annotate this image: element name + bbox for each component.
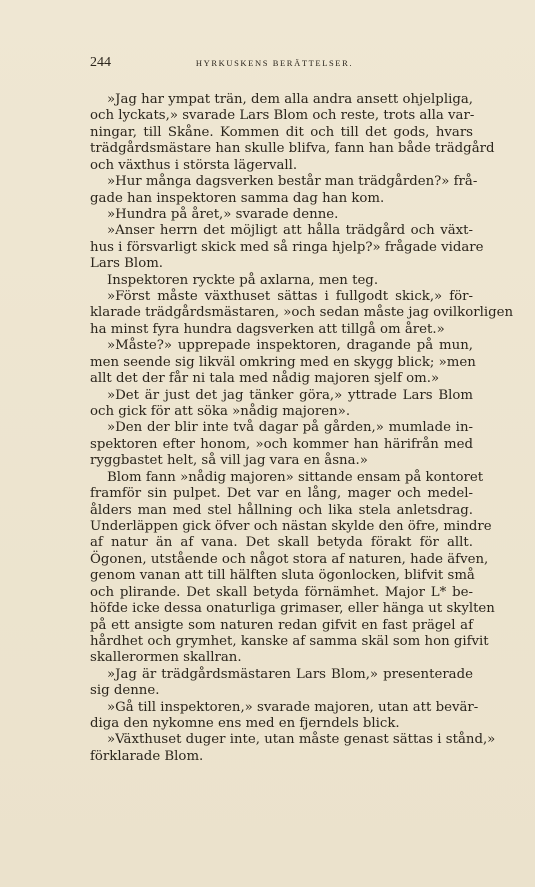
text-line: ålders man med stel hållning och lika stela anletsdrag. <box>90 502 473 518</box>
text-line: genom vanan att till hälften sluta ögonlocken, blifvit små <box>90 568 475 584</box>
paragraph <box>90 420 473 469</box>
text-line: »Hundra på året,» svarade denne. <box>107 206 339 222</box>
paragraph <box>90 338 476 387</box>
paragraph <box>90 699 479 733</box>
text-line: höfde icke dessa onaturliga grimaser, eller hänga ut skylten <box>90 601 495 617</box>
text-line: hårdhet och grymhet, kanske af samma skäl som hon gifvit <box>90 633 489 649</box>
text-line: och lyckats,» svarade Lars Blom och reste, trots alla var- <box>90 108 475 124</box>
paragraph <box>90 388 473 421</box>
text-line: och gick för att söka »nådig majoren». <box>90 404 351 420</box>
text-line: klarade trädgårdsmästaren, »och sedan måste jag ovilkorligen <box>90 305 514 321</box>
text-line: »Det är just det jag tänker göra,» yttrade Lars Blom <box>107 387 473 403</box>
text-line: gade han inspektoren samma dag han kom. <box>90 190 385 206</box>
text-line: allt det der får ni tala med nådig majoren sjelf om.» <box>90 371 440 387</box>
text-line: förklarade Blom. <box>90 748 204 764</box>
text-line: Ögonen, utstående och något stora af naturen, hade äfven, <box>90 551 489 567</box>
paragraph <box>90 174 478 207</box>
running-title: HYRKUSKENS BERÄTTELSER. <box>195 58 354 68</box>
text-line: ryggbastet helt, så vill jag vara en åsna.» <box>90 453 368 469</box>
text-line: »Jag har ympat trän, dem alla andra ansett ohjelpliga, <box>107 92 473 107</box>
text-line: »Hur många dagsverken består man trädgården?» frå- <box>107 174 478 190</box>
text-line: »Jag är trädgårdsmästaren Lars Blom,» presenterade <box>107 666 473 682</box>
text-line: på ett ansigte som naturen redan gifvit en fast prägel af <box>90 617 473 633</box>
text-line: framför sin pulpet. Det var en lång, mager och medel- <box>90 486 473 502</box>
text-line: och plirande. Det skall betyda förnämhet. Major L* be- <box>90 584 473 600</box>
text-line: Blom fann »nådig majoren» sittande ensam på kontoret <box>107 469 484 485</box>
text-line: hus i försvarligt skick med så ringa hjelp?» frågade vidare <box>90 239 484 255</box>
text-line: »Den der blir inte två dagar på gården,» mumlade in- <box>107 420 473 436</box>
text-line: trädgårdsmästare han skulle blifva, fann han både trädgård <box>90 141 495 157</box>
text-line: »Anser herrn det möjligt att hålla trädgård och växt- <box>107 223 473 239</box>
text-line: sig denne. <box>90 683 160 699</box>
text-line: spektoren efter honom, »och kommer han härifrån med <box>90 436 473 452</box>
page-number: 244 <box>90 55 111 70</box>
text-line: »Måste?» upprepade inspektoren, dragande på mun, <box>107 338 473 354</box>
text-line: Inspektoren ryckte på axlarna, men teg. <box>107 272 379 288</box>
paragraph <box>90 289 514 338</box>
text-line: och växthus i största lägervall. <box>90 157 298 173</box>
paragraph <box>90 667 473 700</box>
text-line: ha minst fyra hundra dagsverken att tillgå om året.» <box>90 321 445 337</box>
text-line: »Växthuset duger inte, utan måste genast sättas i stånd,» <box>107 732 496 748</box>
body-text <box>90 92 514 765</box>
page-header <box>90 55 459 73</box>
text-line: »Gå till inspektoren,» svarade majoren, utan att bevär- <box>107 699 479 715</box>
paragraph <box>90 469 495 667</box>
paragraph <box>90 732 496 765</box>
text-line: men seende sig likväl omkring med en skygg blick; »men <box>90 354 476 370</box>
text-line: diga den nykomne ens med en fjerndels blick. <box>90 716 400 732</box>
text-line: Underläppen gick öfver och nästan skylde den öfre, mindre <box>90 518 492 534</box>
paragraph <box>90 92 495 174</box>
text-line: »Först måste växthuset sättas i fullgodt skick,» för- <box>107 289 473 305</box>
text-line: ningar, till Skåne. Kommen dit och till det gods, hvars <box>90 124 473 140</box>
paragraph <box>90 273 473 289</box>
paragraph <box>90 207 473 223</box>
text-line: Lars Blom. <box>90 256 164 272</box>
text-line: af natur än af vana. Det skall betyda förakt för allt. <box>90 535 473 551</box>
paragraph <box>90 223 484 272</box>
text-line: skallerormen skallran. <box>90 650 242 666</box>
